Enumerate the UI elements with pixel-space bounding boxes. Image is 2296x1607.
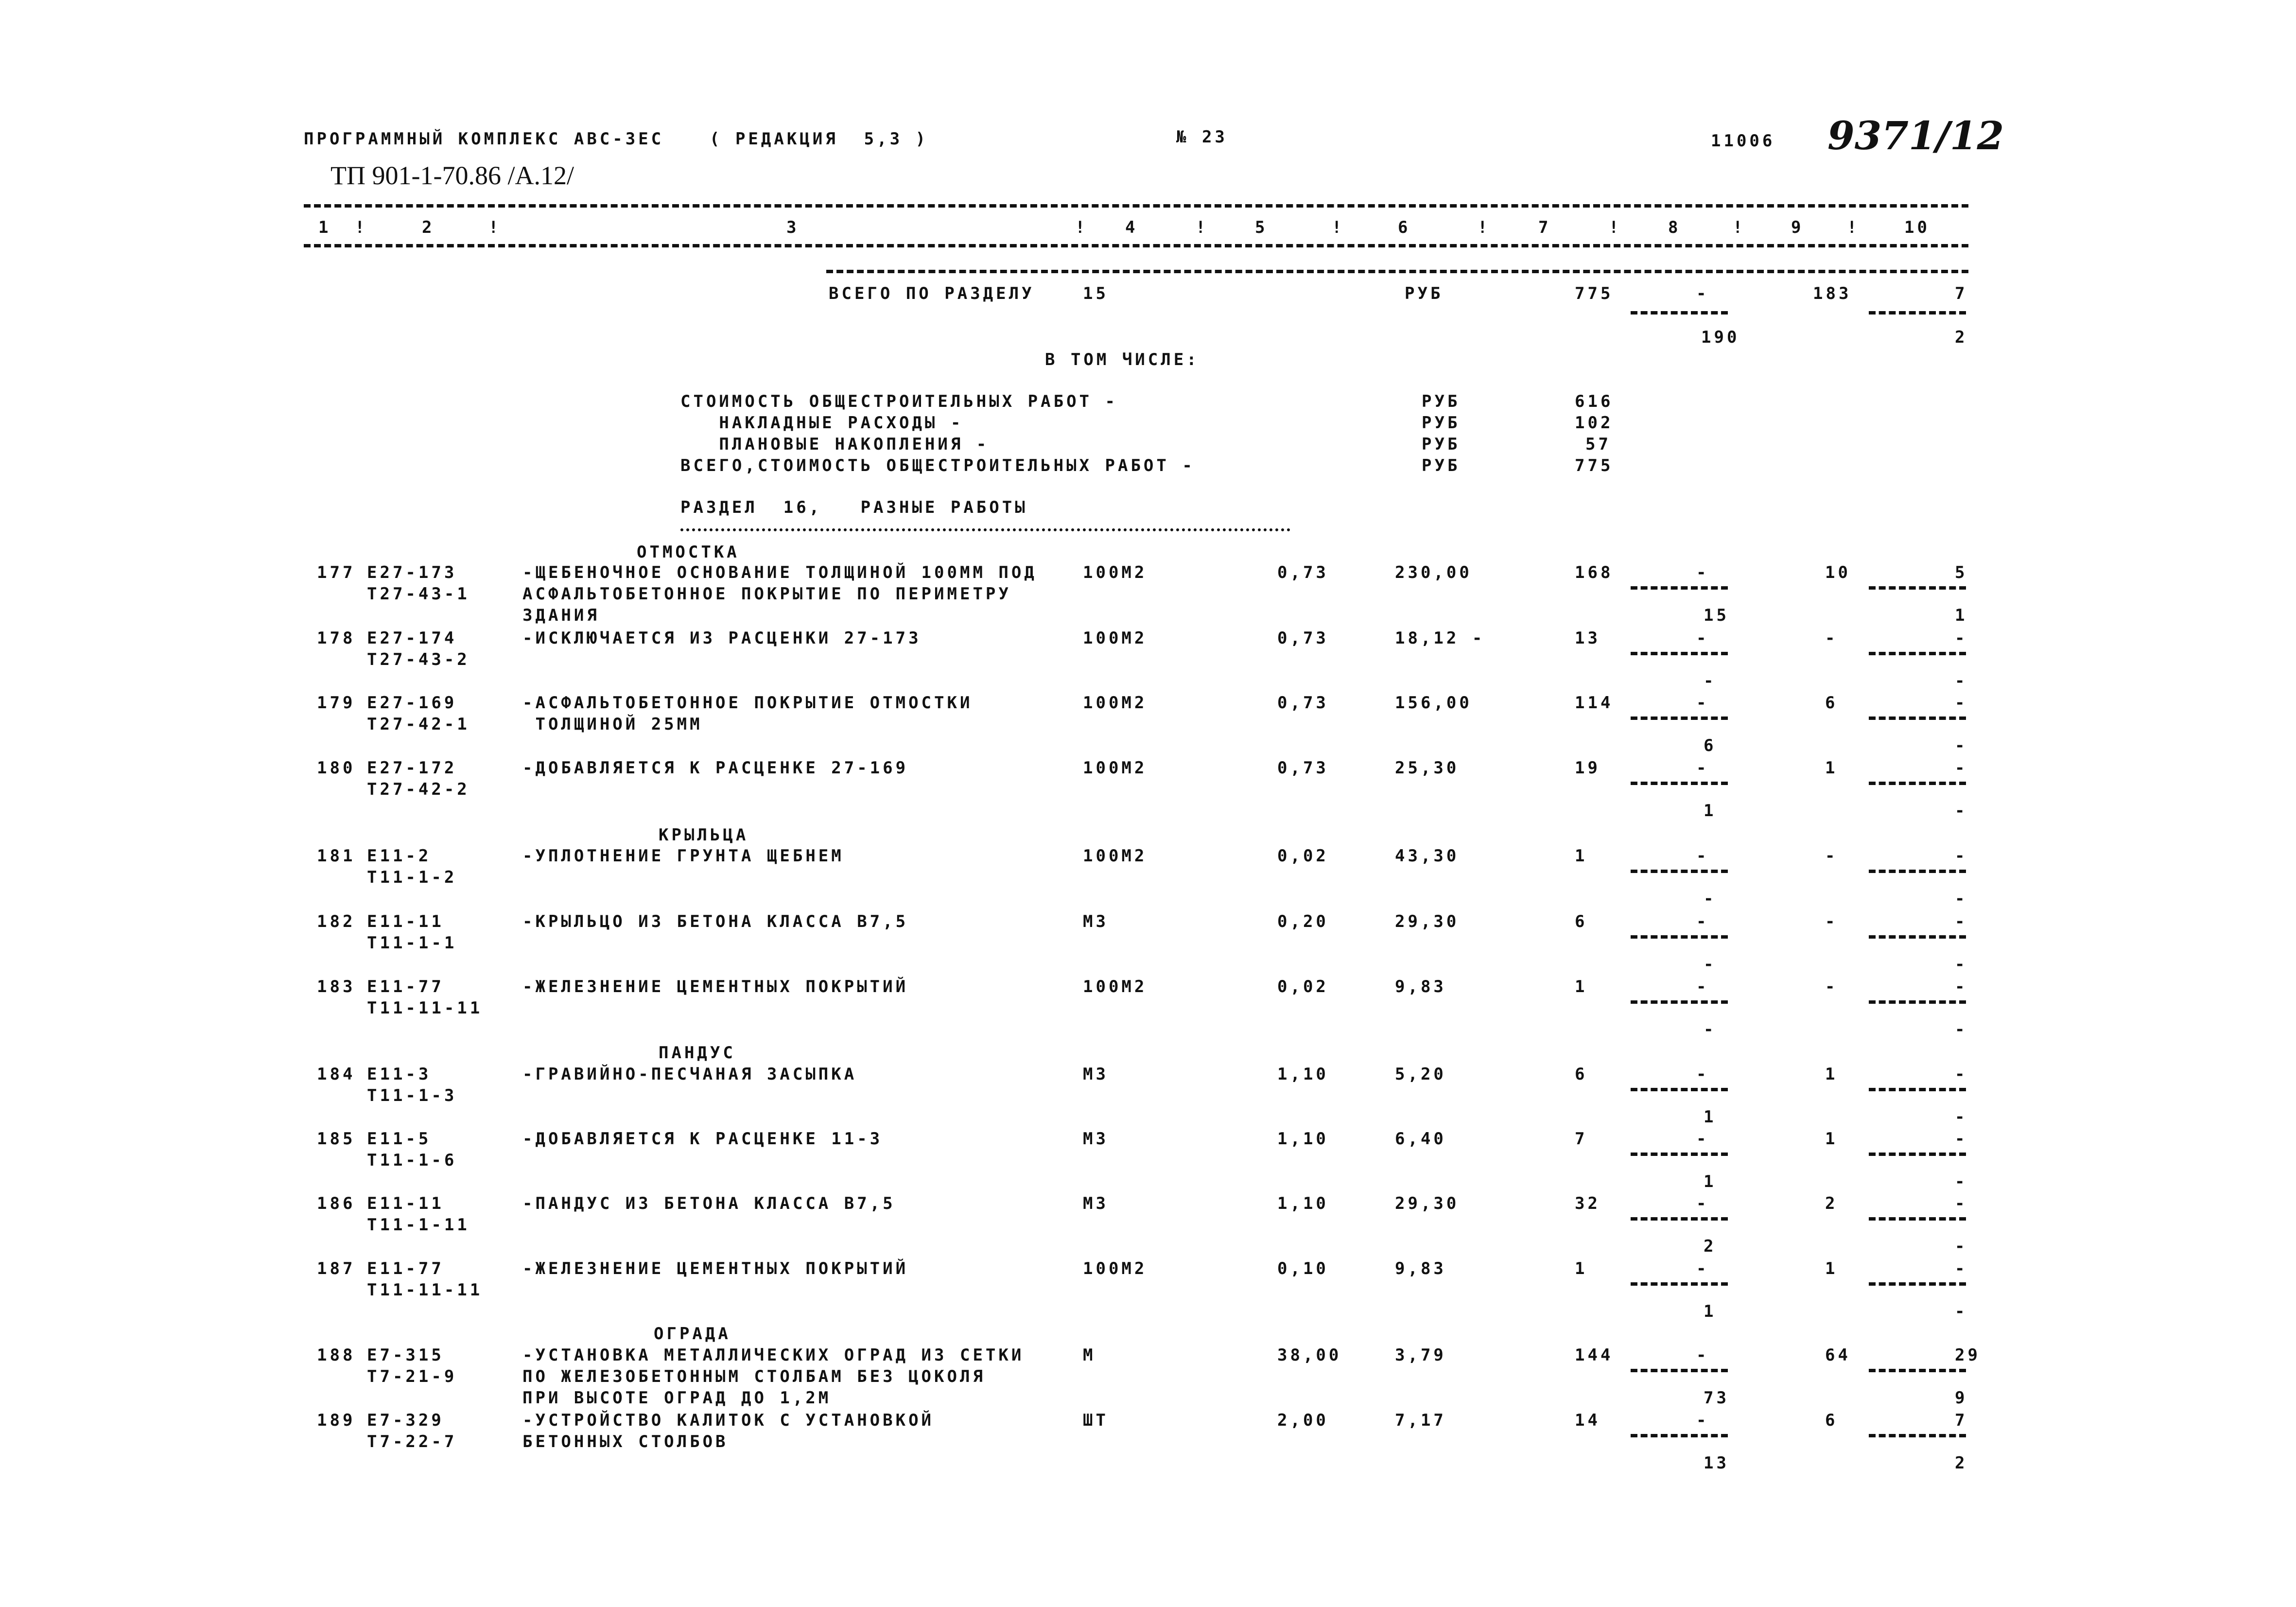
group-heading-pandus: ПАНДУС bbox=[659, 1043, 736, 1063]
group-heading-krylca: КРЫЛЬЦА bbox=[659, 825, 749, 845]
row-description-line: -ИСКЛЮЧАЕТСЯ ИЗ РАСЦЕНКИ 27-173 bbox=[522, 629, 922, 648]
row-c10: 5 bbox=[1955, 563, 1968, 582]
row-unit: М3 bbox=[1083, 1065, 1109, 1084]
row-c10-sub: - bbox=[1955, 801, 1968, 821]
row-c10-rule bbox=[1869, 1217, 1966, 1221]
row-c10-rule bbox=[1869, 1369, 1966, 1372]
row-number: 185 bbox=[317, 1129, 356, 1149]
section-total-c9: 183 bbox=[1813, 284, 1852, 303]
summary-label: ВСЕГО,СТОИМОСТЬ ОБЩЕСТРОИТЕЛЬНЫХ РАБОТ - bbox=[680, 456, 1195, 475]
row-unit-price: 29,30 bbox=[1395, 1194, 1460, 1213]
row-c10-rule bbox=[1869, 1000, 1966, 1004]
col-num-4: 4 bbox=[1125, 218, 1138, 237]
col-sep: ! bbox=[1075, 218, 1088, 237]
group-heading-ograda: ОГРАДА bbox=[654, 1324, 731, 1344]
row-c8: - bbox=[1696, 563, 1709, 582]
row-code-secondary: Т11-1-11 bbox=[367, 1215, 470, 1235]
col-num-10: 10 bbox=[1904, 218, 1930, 237]
summary-label: НАКЛАДНЫЕ РАСХОДЫ - bbox=[680, 413, 964, 433]
row-c8: - bbox=[1696, 1194, 1709, 1213]
row-total-c7: 114 bbox=[1575, 693, 1614, 713]
row-quantity: 0,20 bbox=[1277, 912, 1329, 931]
col-sep: ! bbox=[488, 218, 502, 237]
row-c10-sub: - bbox=[1955, 1302, 1968, 1321]
row-c10-rule bbox=[1869, 1088, 1966, 1091]
row-description-line: ТОЛЩИНОЙ 25ММ bbox=[522, 715, 703, 734]
row-quantity: 0,73 bbox=[1277, 693, 1329, 713]
row-c10: - bbox=[1955, 1129, 1968, 1149]
row-code-secondary: Т11-11-11 bbox=[367, 1280, 483, 1300]
row-description-line: -УПЛОТНЕНИЕ ГРУНТА ЩЕБНЕМ bbox=[522, 846, 844, 866]
summary-value: 57 bbox=[1585, 435, 1611, 454]
row-c8-sub: - bbox=[1704, 889, 1717, 908]
row-number: 186 bbox=[317, 1194, 356, 1213]
row-number: 180 bbox=[317, 758, 356, 778]
summary-unit: РУБ bbox=[1422, 456, 1461, 475]
row-c10: - bbox=[1955, 846, 1968, 866]
row-total-c7: 168 bbox=[1575, 563, 1614, 582]
row-c8: - bbox=[1696, 1259, 1709, 1278]
row-c10-sub: - bbox=[1955, 736, 1968, 755]
summary-value: 616 bbox=[1575, 392, 1614, 411]
row-unit: М3 bbox=[1083, 1194, 1109, 1213]
row-code-primary: Е11-2 bbox=[367, 846, 432, 866]
row-code-primary: Е11-77 bbox=[367, 977, 444, 996]
row-c9: 6 bbox=[1825, 1411, 1838, 1430]
row-c8-rule bbox=[1631, 1217, 1728, 1221]
row-description-line: -ДОБАВЛЯЕТСЯ К РАСЦЕНКЕ 27-169 bbox=[522, 758, 909, 778]
program-name: ПРОГРАММНЫЙ КОМПЛЕКС АВС-3ЕС bbox=[304, 129, 664, 149]
col-num-6: 6 bbox=[1398, 218, 1411, 237]
section-total-c10-sub: 2 bbox=[1955, 328, 1968, 347]
row-c10-sub: - bbox=[1955, 671, 1968, 691]
row-c9: 6 bbox=[1825, 693, 1838, 713]
row-c9: - bbox=[1825, 977, 1838, 996]
row-code-secondary: Т7-21-9 bbox=[367, 1367, 457, 1386]
row-total-c7: 6 bbox=[1575, 1065, 1588, 1084]
row-c8-rule bbox=[1631, 935, 1728, 939]
section-total-c10: 7 bbox=[1955, 284, 1968, 303]
row-c8: - bbox=[1696, 1411, 1709, 1430]
row-unit: 100М2 bbox=[1083, 1259, 1148, 1278]
row-c8-sub: 13 bbox=[1704, 1453, 1729, 1473]
row-number: 181 bbox=[317, 846, 356, 866]
row-total-c7: 1 bbox=[1575, 977, 1588, 996]
row-number: 179 bbox=[317, 693, 356, 713]
row-quantity: 0,02 bbox=[1277, 977, 1329, 996]
row-unit: 100М2 bbox=[1083, 977, 1148, 996]
row-c8-sub: - bbox=[1704, 1020, 1717, 1039]
row-description-line: БЕТОННЫХ СТОЛБОВ bbox=[522, 1432, 729, 1451]
row-number: 177 bbox=[317, 563, 356, 582]
row-c8-sub: 1 bbox=[1704, 1172, 1717, 1191]
row-c8-rule bbox=[1631, 1282, 1728, 1286]
row-description-line: ПРИ ВЫСОТЕ ОГРАД ДО 1,2М bbox=[522, 1388, 832, 1408]
summary-label: ПЛАНОВЫЕ НАКОПЛЕНИЯ - bbox=[680, 435, 990, 454]
summary-label: СТОИМОСТЬ ОБЩЕСТРОИТЕЛЬНЫХ РАБОТ - bbox=[680, 392, 1118, 411]
row-description-line: -ЖЕЛЕЗНЕНИЕ ЦЕМЕНТНЫХ ПОКРЫТИЙ bbox=[522, 977, 909, 996]
row-unit-price: 230,00 bbox=[1395, 563, 1472, 582]
col-sep: ! bbox=[1733, 218, 1746, 237]
row-c10-rule bbox=[1869, 870, 1966, 873]
row-c9: 10 bbox=[1825, 563, 1851, 582]
row-code-secondary: Т7-22-7 bbox=[367, 1432, 457, 1451]
summary-unit: РУБ bbox=[1422, 413, 1461, 433]
header-rule-top bbox=[304, 204, 1968, 208]
row-c10-sub: - bbox=[1955, 1107, 1968, 1127]
row-total-c7: 1 bbox=[1575, 1259, 1588, 1278]
row-c10-sub: 9 bbox=[1955, 1388, 1968, 1408]
row-total-c7: 14 bbox=[1575, 1411, 1600, 1430]
row-c10-rule bbox=[1869, 1282, 1966, 1286]
section-total-c8-sub: 190 bbox=[1701, 328, 1740, 347]
col-num-3: 3 bbox=[786, 218, 800, 237]
section-total-c10-rule bbox=[1869, 311, 1966, 314]
section-title-underline bbox=[680, 528, 1290, 531]
row-total-c7: 7 bbox=[1575, 1129, 1588, 1149]
row-c8-rule bbox=[1631, 1088, 1728, 1091]
row-code-primary: Е27-173 bbox=[367, 563, 457, 582]
row-quantity: 1,10 bbox=[1277, 1129, 1329, 1149]
row-unit: М3 bbox=[1083, 1129, 1109, 1149]
col-sep: ! bbox=[1847, 218, 1860, 237]
row-unit-price: 43,30 bbox=[1395, 846, 1460, 866]
row-code-primary: Е11-3 bbox=[367, 1065, 432, 1084]
row-code-primary: Е27-172 bbox=[367, 758, 457, 778]
row-description-line: ПО ЖЕЛЕЗОБЕТОННЫМ СТОЛБАМ БЕЗ ЦОКОЛЯ bbox=[522, 1367, 986, 1386]
summary-unit: РУБ bbox=[1422, 435, 1461, 454]
row-quantity: 0,02 bbox=[1277, 846, 1329, 866]
row-unit-price: 6,40 bbox=[1395, 1129, 1446, 1149]
row-c9: 1 bbox=[1825, 758, 1838, 778]
row-c10: 7 bbox=[1955, 1411, 1968, 1430]
row-total-c7: 1 bbox=[1575, 846, 1588, 866]
row-c10: - bbox=[1955, 758, 1968, 778]
row-c10-sub: - bbox=[1955, 955, 1968, 974]
row-c8: - bbox=[1696, 1129, 1709, 1149]
row-unit-price: 25,30 bbox=[1395, 758, 1460, 778]
row-code-primary: Е11-11 bbox=[367, 1194, 444, 1213]
row-quantity: 38,00 bbox=[1277, 1345, 1342, 1365]
row-quantity: 1,10 bbox=[1277, 1194, 1329, 1213]
row-unit: 100М2 bbox=[1083, 629, 1148, 648]
row-total-c7: 19 bbox=[1575, 758, 1600, 778]
col-sep: ! bbox=[1609, 218, 1622, 237]
row-unit: ШТ bbox=[1083, 1411, 1109, 1430]
row-code-secondary: Т11-1-6 bbox=[367, 1151, 457, 1170]
col-sep: ! bbox=[1332, 218, 1345, 237]
row-c8-sub: 1 bbox=[1704, 1302, 1717, 1321]
row-c10: - bbox=[1955, 693, 1968, 713]
row-c8-sub: 15 bbox=[1704, 606, 1729, 625]
row-description-line: ЗДАНИЯ bbox=[522, 606, 600, 625]
section-total-c8-rule bbox=[1631, 311, 1728, 314]
header-rule-bottom bbox=[304, 244, 1968, 247]
row-c9: - bbox=[1825, 846, 1838, 866]
col-sep: ! bbox=[355, 218, 368, 237]
row-c9: - bbox=[1825, 912, 1838, 931]
row-description-line: -ПАНДУС ИЗ БЕТОНА КЛАССА В7,5 bbox=[522, 1194, 896, 1213]
row-c10: - bbox=[1955, 912, 1968, 931]
row-c8-rule bbox=[1631, 1369, 1728, 1372]
row-code-primary: Е27-169 bbox=[367, 693, 457, 713]
row-c10-sub: 2 bbox=[1955, 1453, 1968, 1473]
row-unit-price: 29,30 bbox=[1395, 912, 1460, 931]
section-title: РАЗДЕЛ 16, РАЗНЫЕ РАБОТЫ bbox=[680, 498, 1028, 517]
row-c8-rule bbox=[1631, 1153, 1728, 1156]
row-c10-sub: - bbox=[1955, 1172, 1968, 1191]
row-code-secondary: Т11-1-2 bbox=[367, 868, 457, 887]
page-number: № 23 bbox=[1176, 127, 1228, 147]
col-num-7: 7 bbox=[1538, 218, 1551, 237]
row-c10: - bbox=[1955, 1065, 1968, 1084]
row-c10: - bbox=[1955, 977, 1968, 996]
row-c8: - bbox=[1696, 1345, 1709, 1365]
row-c8-rule bbox=[1631, 782, 1728, 785]
row-total-c7: 32 bbox=[1575, 1194, 1600, 1213]
row-c9: - bbox=[1825, 629, 1838, 648]
row-c10-sub: - bbox=[1955, 1237, 1968, 1256]
col-num-8: 8 bbox=[1668, 218, 1681, 237]
row-quantity: 0,73 bbox=[1277, 629, 1329, 648]
row-code-secondary: Т27-42-1 bbox=[367, 715, 470, 734]
section-total-unit: РУБ bbox=[1405, 284, 1444, 303]
section-total-rule bbox=[826, 270, 1968, 273]
row-code-secondary: Т27-42-2 bbox=[367, 780, 470, 799]
row-c8: - bbox=[1696, 758, 1709, 778]
row-c8: - bbox=[1696, 977, 1709, 996]
row-quantity: 2,00 bbox=[1277, 1411, 1329, 1430]
row-code-primary: Е7-329 bbox=[367, 1411, 444, 1430]
row-unit-price: 5,20 bbox=[1395, 1065, 1446, 1084]
section-total-c8: - bbox=[1696, 284, 1709, 303]
row-total-c7: 13 bbox=[1575, 629, 1600, 648]
row-description-line: -УСТАНОВКА МЕТАЛЛИЧЕСКИХ ОГРАД ИЗ СЕТКИ bbox=[522, 1345, 1025, 1365]
col-num-5: 5 bbox=[1255, 218, 1268, 237]
row-description-line: -ЖЕЛЕЗНЕНИЕ ЦЕМЕНТНЫХ ПОКРЫТИЙ bbox=[522, 1259, 909, 1278]
row-description-line: -АСФАЛЬТОБЕТОННОЕ ПОКРЫТИЕ ОТМОСТКИ bbox=[522, 693, 973, 713]
summary-value: 775 bbox=[1575, 456, 1614, 475]
row-c10-rule bbox=[1869, 1153, 1966, 1156]
row-number: 182 bbox=[317, 912, 356, 931]
row-description-line: -КРЫЛЬЦО ИЗ БЕТОНА КЛАССА В7,5 bbox=[522, 912, 909, 931]
row-c9: 1 bbox=[1825, 1259, 1838, 1278]
row-c8: - bbox=[1696, 1065, 1709, 1084]
row-c8-sub: - bbox=[1704, 671, 1717, 691]
row-code-secondary: Т11-11-11 bbox=[367, 998, 483, 1018]
row-quantity: 0,73 bbox=[1277, 563, 1329, 582]
row-c8-rule bbox=[1631, 586, 1728, 590]
handwritten-number: 9371/12 bbox=[1827, 113, 2004, 158]
row-code-primary: Е11-77 bbox=[367, 1259, 444, 1278]
col-num-2: 2 bbox=[422, 218, 435, 237]
section-total-number: 15 bbox=[1083, 284, 1109, 303]
row-c8-rule bbox=[1631, 870, 1728, 873]
row-c10-rule bbox=[1869, 586, 1966, 590]
row-c10-sub: - bbox=[1955, 1020, 1968, 1039]
row-c9: 1 bbox=[1825, 1065, 1838, 1084]
row-c8-rule bbox=[1631, 652, 1728, 655]
row-quantity: 0,73 bbox=[1277, 758, 1329, 778]
row-description-line: -ДОБАВЛЯЕТСЯ К РАСЦЕНКЕ 11-3 bbox=[522, 1129, 883, 1149]
row-unit: М3 bbox=[1083, 912, 1109, 931]
row-c8: - bbox=[1696, 846, 1709, 866]
row-c8: - bbox=[1696, 912, 1709, 931]
row-c10: - bbox=[1955, 629, 1968, 648]
row-c9: 1 bbox=[1825, 1129, 1838, 1149]
row-code-secondary: Т27-43-1 bbox=[367, 584, 470, 604]
row-c10-sub: - bbox=[1955, 889, 1968, 908]
row-number: 184 bbox=[317, 1065, 356, 1084]
row-number: 189 bbox=[317, 1411, 356, 1430]
row-code-secondary: Т11-1-3 bbox=[367, 1086, 457, 1105]
including-label: В ТОМ ЧИСЛЕ: bbox=[1045, 350, 1200, 369]
row-number: 183 bbox=[317, 977, 356, 996]
document-code: 11006 bbox=[1711, 131, 1775, 151]
row-c8-rule bbox=[1631, 1434, 1728, 1437]
row-code-primary: Е11-5 bbox=[367, 1129, 432, 1149]
row-c8-sub: - bbox=[1704, 955, 1717, 974]
row-total-c7: 144 bbox=[1575, 1345, 1614, 1365]
row-c9: 2 bbox=[1825, 1194, 1838, 1213]
row-c10: 29 bbox=[1955, 1345, 1981, 1365]
row-unit-price: 3,79 bbox=[1395, 1345, 1446, 1365]
row-code-primary: Е7-315 bbox=[367, 1345, 444, 1365]
summary-unit: РУБ bbox=[1422, 392, 1461, 411]
row-unit-price: 9,83 bbox=[1395, 977, 1446, 996]
row-c10-rule bbox=[1869, 652, 1966, 655]
section-total-c7: 775 bbox=[1575, 284, 1614, 303]
row-code-primary: Е27-174 bbox=[367, 629, 457, 648]
row-unit: 100М2 bbox=[1083, 758, 1148, 778]
row-code-primary: Е11-11 bbox=[367, 912, 444, 931]
row-c10: - bbox=[1955, 1194, 1968, 1213]
row-c8: - bbox=[1696, 693, 1709, 713]
row-quantity: 0,10 bbox=[1277, 1259, 1329, 1278]
project-code: ТП 901-1-70.86 /А.12/ bbox=[330, 161, 574, 190]
group-heading-otmostka: ОТМОСТКА bbox=[637, 542, 740, 562]
row-unit-price: 156,00 bbox=[1395, 693, 1472, 713]
row-c8: - bbox=[1696, 629, 1709, 648]
row-c8-rule bbox=[1631, 716, 1728, 720]
row-description-line: -ЩЕБЕНОЧНОЕ ОСНОВАНИЕ ТОЛЩИНОЙ 100ММ ПОД bbox=[522, 563, 1037, 582]
row-number: 188 bbox=[317, 1345, 356, 1365]
row-total-c7: 6 bbox=[1575, 912, 1588, 931]
row-c10-rule bbox=[1869, 1434, 1966, 1437]
col-sep: ! bbox=[1478, 218, 1491, 237]
row-c8-sub: 2 bbox=[1704, 1237, 1717, 1256]
row-c10-sub: 1 bbox=[1955, 606, 1968, 625]
row-unit: 100М2 bbox=[1083, 693, 1148, 713]
row-unit: 100М2 bbox=[1083, 563, 1148, 582]
row-number: 178 bbox=[317, 629, 356, 648]
row-unit: М bbox=[1083, 1345, 1096, 1365]
row-description-line: АСФАЛЬТОБЕТОННОЕ ПОКРЫТИЕ ПО ПЕРИМЕТРУ bbox=[522, 584, 1011, 604]
row-c8-sub: 6 bbox=[1704, 736, 1717, 755]
row-unit-price: 7,17 bbox=[1395, 1411, 1446, 1430]
row-c9: 64 bbox=[1825, 1345, 1851, 1365]
row-description-line: -УСТРОЙСТВО КАЛИТОК С УСТАНОВКОЙ bbox=[522, 1411, 935, 1430]
row-unit-price: 18,12 - bbox=[1395, 629, 1485, 648]
edition: ( РЕДАКЦИЯ 5,3 ) bbox=[710, 129, 928, 149]
row-code-secondary: Т11-1-1 bbox=[367, 933, 457, 953]
row-description-line: -ГРАВИЙНО-ПЕСЧАНАЯ ЗАСЫПКА bbox=[522, 1065, 857, 1084]
row-c10-rule bbox=[1869, 716, 1966, 720]
row-unit-price: 9,83 bbox=[1395, 1259, 1446, 1278]
row-c10: - bbox=[1955, 1259, 1968, 1278]
row-code-secondary: Т27-43-2 bbox=[367, 650, 470, 669]
row-c8-sub: 73 bbox=[1704, 1388, 1729, 1408]
row-c8-rule bbox=[1631, 1000, 1728, 1004]
summary-value: 102 bbox=[1575, 413, 1614, 433]
row-number: 187 bbox=[317, 1259, 356, 1278]
section-total-label: ВСЕГО ПО РАЗДЕЛУ bbox=[829, 284, 1035, 303]
row-c8-sub: 1 bbox=[1704, 801, 1717, 821]
row-unit: 100М2 bbox=[1083, 846, 1148, 866]
row-c10-rule bbox=[1869, 782, 1966, 785]
row-c10-rule bbox=[1869, 935, 1966, 939]
row-c8-sub: 1 bbox=[1704, 1107, 1717, 1127]
col-num-9: 9 bbox=[1791, 218, 1804, 237]
row-quantity: 1,10 bbox=[1277, 1065, 1329, 1084]
col-num-1: 1 bbox=[318, 218, 331, 237]
col-sep: ! bbox=[1196, 218, 1209, 237]
